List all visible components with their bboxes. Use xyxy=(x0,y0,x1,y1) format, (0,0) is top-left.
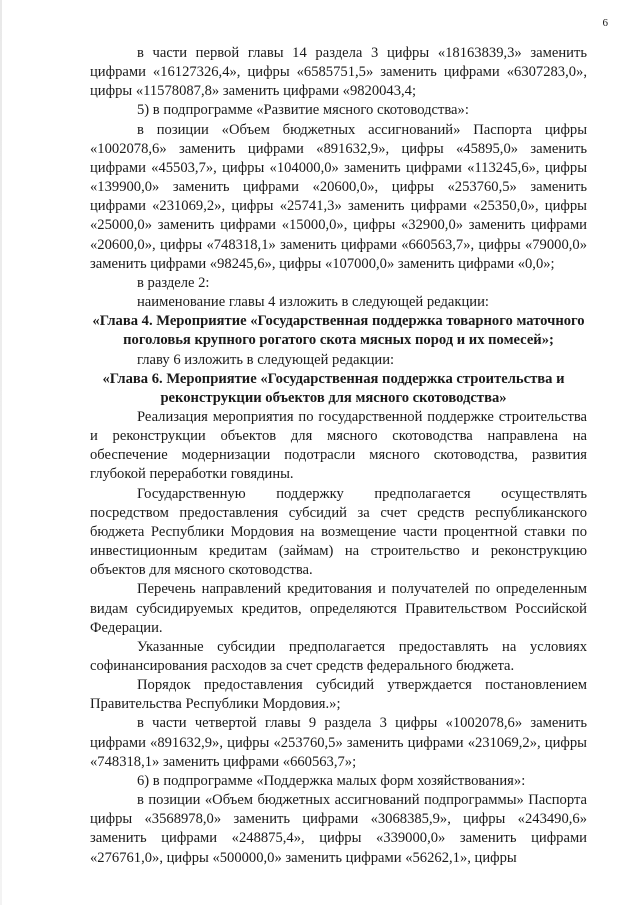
paragraph-subprogram-6: 6) в подпрограмме «Поддержка малых форм хозяйствования»: xyxy=(137,772,526,789)
heading-chapter-6: «Глава 6. Мероприятие «Государственная поддержка строительства и реконструкции объектов для мясного скотоводства» xyxy=(102,370,565,406)
paragraph-section-2: в разделе 2: xyxy=(137,274,210,291)
document-body xyxy=(90,44,587,868)
paragraph-chapter6-intro: главу 6 изложить в следующей редакции: xyxy=(137,351,395,368)
paragraph-budget-position: в позиции «Объем бюджетных ассигнований» Паспорта цифры «1002078,6» заменить цифрами «891632,9», цифры «45895,0» заменить цифрами «45503,7», цифры «104000,0» заменить цифрами «113245,6», цифры «139900,0» заменить цифрами «20600,0», цифры «253760,5» заменить цифрами «231069,2», цифры «25741,3» заменить цифрами «25350,0», цифры «25000,0» заменить цифрами «15000,0», цифры «32900,0» заменить цифрами «20600,0», цифры «748318,1» заменить цифрами «660563,7», цифры «79000,0» заменить цифрами «98245,6», цифры «107000,0» заменить цифрами «0,0»; xyxy=(90,121,587,272)
paragraph-state-support: Государственную поддержку предполагается осуществлять посредством предоставления субсидий за счет средств республиканского бюджета Республики Мордовия на возмещение части процентной ставки по инвестиционным кредитам (займам) на строительство и реконструкцию объектов для мясного скотоводства. xyxy=(90,485,587,579)
scan-edge xyxy=(0,0,2,905)
page-number: 6 xyxy=(602,17,608,29)
paragraph-implementation: Реализация мероприятия по государственной поддержке строительства и реконструкции объектов для мясного скотоводства направлена на обеспечение модернизации подотрасли мясного скотоводства, развития глубокой переработки говядины. xyxy=(90,408,587,483)
paragraph-subprogram-5: 5) в подпрограмме «Развитие мясного скотоводства»: xyxy=(137,102,469,119)
paragraph-small-forms-budget: в позиции «Объем бюджетных ассигнований подпрограммы» Паспорта цифры «3568978,0» заменить цифрами «3068385,9», цифры «243490,6» заменить цифрами «248875,4», цифры «339000,0» заменить цифрами «276761,0», цифры «500000,0» заменить цифрами «56262,1», цифры xyxy=(90,792,587,866)
paragraph-credit-directions: Перечень направлений кредитования и получателей по определенным видам субсидируемых кредитов, определяются Правительством Российской Федерации. xyxy=(90,581,587,636)
paragraph-chapter14-amendment: в части первой главы 14 раздела 3 цифры «18163839,3» заменить цифрами «16127326,4», цифры «6585751,5» заменить цифрами «6307283,0», цифры «11578087,8» заменить цифрами «9820043,4; xyxy=(90,45,587,100)
paragraph-procedure: Порядок предоставления субсидий утверждается постановлением Правительства Республики Мордовия.»; xyxy=(90,677,587,713)
paragraph-chapter4-intro: наименование главы 4 изложить в следующей редакции: xyxy=(137,294,489,311)
heading-chapter-4: «Глава 4. Мероприятие «Государственная поддержка товарного маточного поголовья крупного рогатого скота мясных пород и их помесей»; xyxy=(92,313,585,349)
paragraph-cofinancing: Указанные субсидии предполагается предоставлять на условиях софинансирования расходов за счет средств федерального бюджета. xyxy=(90,638,587,674)
paragraph-chapter9-amendment: в части четвертой главы 9 раздела 3 цифры «1002078,6» заменить цифрами «891632,9», цифры «253760,5» заменить цифрами «231069,2», цифры «748318,1» заменить цифрами «660563,7»; xyxy=(90,715,587,770)
